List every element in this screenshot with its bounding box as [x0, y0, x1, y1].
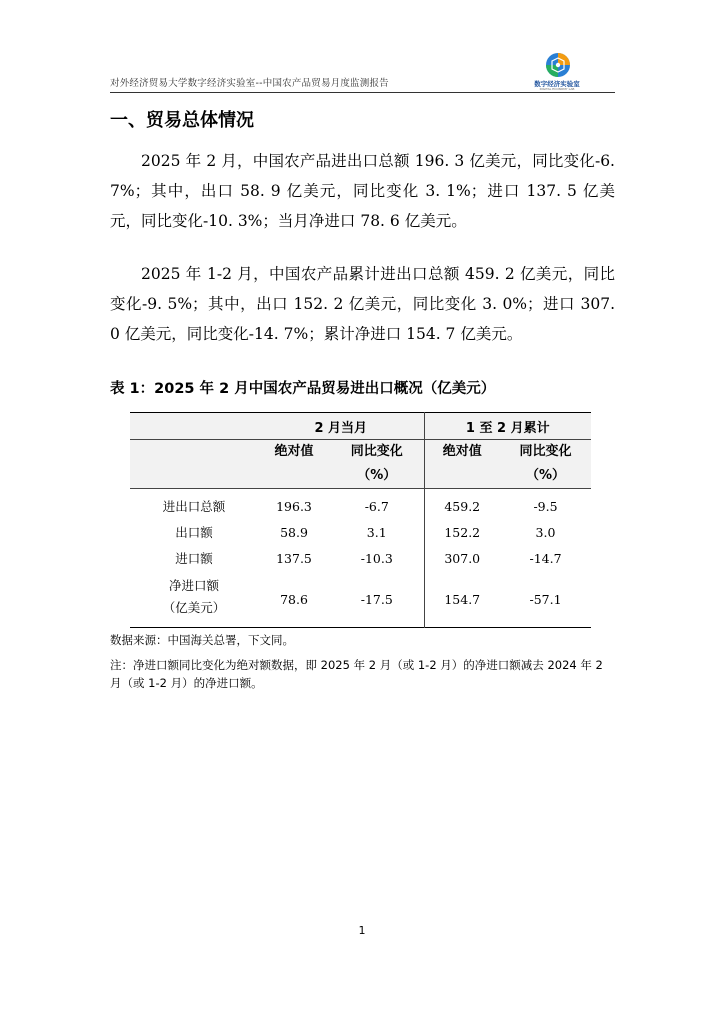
footnote: 注：净进口额同比变化为绝对额数据，即 2025 年 2 月（或 1-2 月）的净进口额减去 2024 年 2 月（或 1-2 月）的净进口额。	[110, 658, 603, 690]
page-number: 1	[358, 924, 366, 937]
table-row	[130, 571, 591, 628]
cell-cur-abs: 196.3	[276, 498, 312, 514]
globe-logo-icon	[545, 52, 571, 78]
logo-subtext: DIGITAL ECONOMY LAB	[539, 87, 575, 91]
header-cum-yoy-unit: （%）	[525, 468, 566, 483]
cell-cur-yoy: 3.1	[366, 524, 387, 540]
row-label-unit: （亿美元）	[162, 600, 226, 615]
cell-cur-yoy: -10.3	[360, 550, 393, 566]
header-title: 对外经济贸易大学数字经济实验室--中国农产品贸易月度监测报告	[110, 78, 389, 89]
paragraph-cumulative: 2025 年 1-2 月，中国农产品累计进出口总额 459. 2 亿美元，同比变化-9. 5%；其中，出口 152. 2 亿美元，同比变化 3. 0%；进口 307. 0 亿美元，同比变化-14. 7%；累计净进口 154. 7 亿美元。	[110, 265, 615, 343]
paragraph-monthly: 2025 年 2 月，中国农产品进出口总额 196. 3 亿美元，同比变化-6. 7%；其中，出口 58. 9 亿美元，同比变化 3. 1%；进口 137. 5 亿美元，同比变化-10. 3%；当月净进口 78. 6 亿美元。	[110, 152, 615, 230]
page-header	[110, 50, 615, 93]
lab-logo	[527, 52, 587, 90]
header-cum-yoy-label: 同比变化	[519, 444, 572, 459]
row-label: 进口额	[175, 551, 213, 566]
row-label: 净进口额	[168, 578, 219, 593]
header-cum-abs: 绝对值	[424, 440, 500, 489]
table-row	[130, 545, 591, 571]
cell-cum-yoy: -57.1	[529, 591, 562, 607]
cell-cur-yoy: -17.5	[360, 591, 393, 607]
row-label: 出口额	[175, 525, 213, 540]
table-title: 表 1：2025 年 2 月中国农产品贸易进出口概况（亿美元）	[110, 381, 496, 397]
table-row	[130, 519, 591, 545]
header-current-yoy-unit: （%）	[357, 468, 397, 483]
trade-summary-table	[130, 412, 591, 628]
source-note: 数据来源：中国海关总署，下文同。	[110, 633, 294, 647]
cell-cur-abs: 78.6	[280, 591, 308, 607]
cell-cum-abs: 154.7	[424, 571, 500, 628]
cell-cur-yoy: -6.7	[364, 498, 389, 514]
table-corner-cell	[130, 413, 258, 440]
cell-cum-abs: 152.2	[424, 519, 500, 545]
cell-cur-abs: 58.9	[280, 524, 308, 540]
group-header-cumulative: 1 至 2 月累计	[424, 413, 591, 440]
header-current-yoy-label: 同比变化	[350, 444, 403, 459]
cell-cum-abs: 307.0	[424, 545, 500, 571]
table-row	[130, 489, 591, 520]
row-label: 进出口总额	[162, 499, 226, 514]
table-corner-cell-2	[130, 440, 258, 489]
group-header-current-month: 2 月当月	[258, 413, 424, 440]
table-group-header-row	[130, 413, 591, 440]
logo-text: 数字经济实验室	[534, 80, 580, 88]
cell-cum-yoy: -14.7	[529, 550, 562, 566]
cell-cum-abs: 459.2	[424, 489, 500, 520]
cell-cur-abs: 137.5	[276, 550, 312, 566]
header-current-yoy	[330, 440, 424, 489]
cell-cum-yoy: 3.0	[535, 524, 556, 540]
section-title: 一、贸易总体情况	[110, 110, 254, 131]
header-cum-yoy	[500, 440, 591, 489]
row-label-net-import	[130, 571, 258, 628]
header-current-abs: 绝对值	[258, 440, 330, 489]
cell-cum-yoy: -9.5	[533, 498, 558, 514]
table-sub-header-row	[130, 440, 591, 489]
